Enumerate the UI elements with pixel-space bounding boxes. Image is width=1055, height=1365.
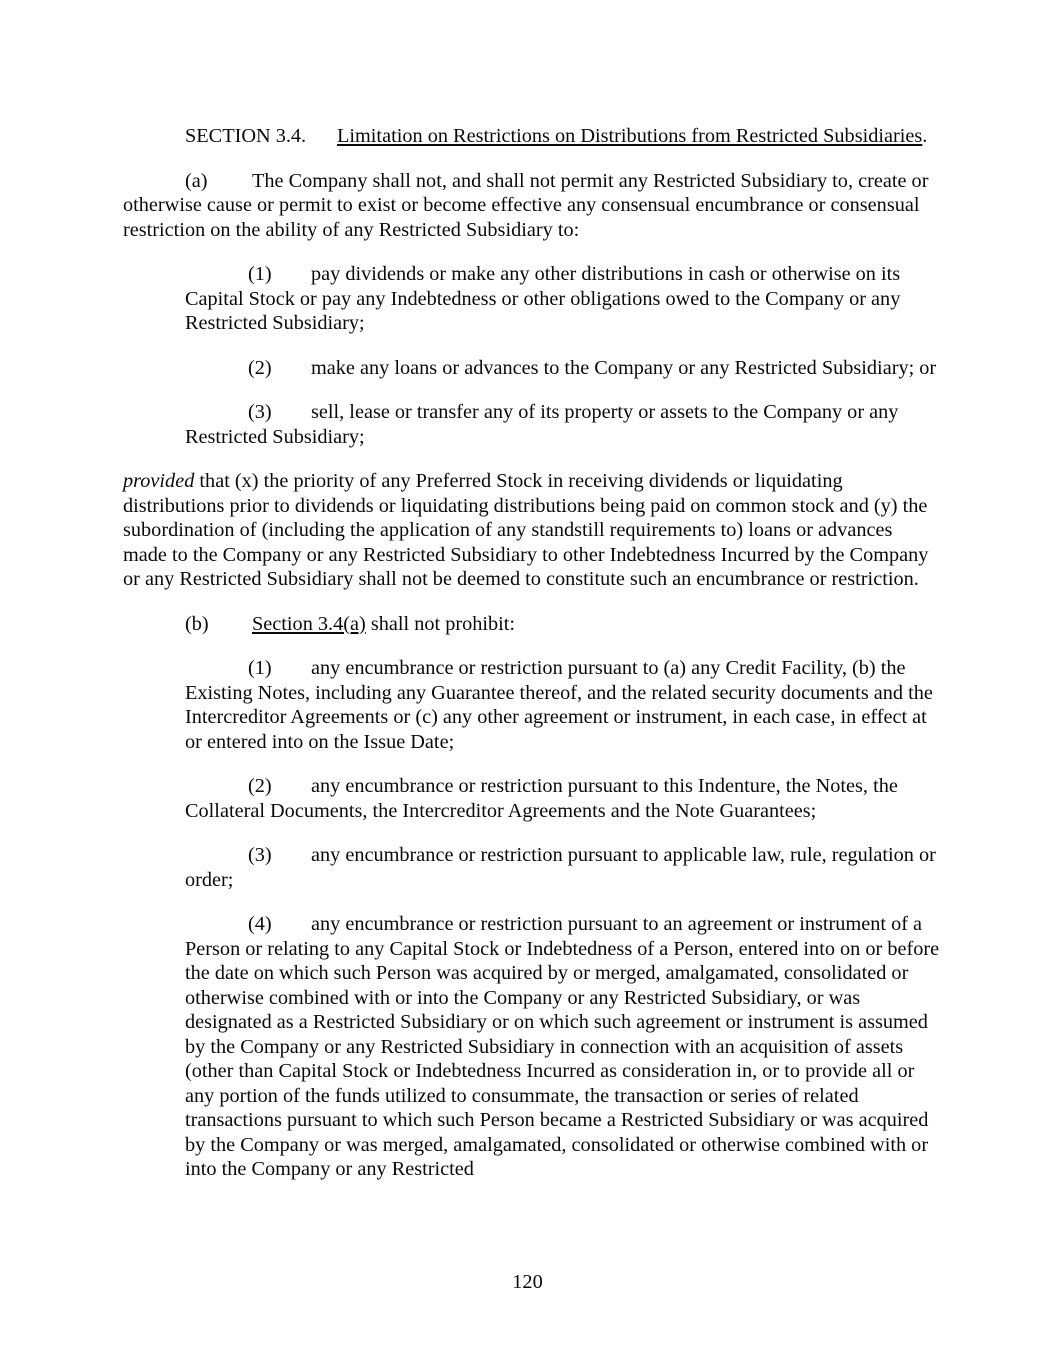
section-title: Limitation on Restrictions on Distributions from Restricted Subsidiaries (337, 125, 923, 147)
list-item-b3 (185, 843, 940, 892)
list-item-b1-text: any encumbrance or restriction pursuant to (a) any Credit Facility, (b) the Existing Notes, including any Guarantee thereof, and the related security documents and the Intercreditor Agreements or (c) any other agreement or instrument, in each case, in effect at or entered into on the Issue Date; (185, 657, 933, 753)
paragraph-a (123, 169, 940, 243)
list-item-a3-number: (3) (248, 401, 272, 423)
list-item-a2-text: make any loans or advances to the Company or any Restricted Subsidiary; or (311, 356, 937, 379)
list-item-b3-number: (3) (248, 844, 272, 866)
paragraph-a-label: (a) (185, 169, 208, 192)
list-item-b1-number: (1) (248, 657, 272, 679)
list-item-b2-number: (2) (248, 775, 272, 797)
paragraph-a-text: The Company shall not, and shall not permit any Restricted Subsidiary to, create or otherwise cause or permit to exist or become effective any consensual encumbrance or consensual restriction on the ability of any Restricted Subsidiary to: (123, 169, 929, 241)
section-heading (123, 124, 940, 149)
page-content (123, 124, 940, 1202)
proviso-lead: provided (123, 470, 195, 492)
list-item-a1-number: (1) (248, 263, 272, 285)
paragraph-b-label: (b) (185, 612, 209, 635)
list-item-a1-text: pay dividends or make any other distributions in cash or otherwise on its Capital Stock or pay any Indebtedness or other obligations owed to the Company or any Restricted Subsidiary; (185, 263, 901, 334)
list-item-b3-text: any encumbrance or restriction pursuant to applicable law, rule, regulation or order; (185, 844, 936, 891)
proviso-text: that (x) the priority of any Preferred Stock in receiving dividends or liquidating distributions prior to dividends or liquidating distributions being paid on common stock and (y) the subordination of (including the application of any standstill requirements to) loans or advances made to the Company or any Restricted Subsidiary to other Indebtedness Incurred by the Company or any Restricted Subsidiary shall not be deemed to constitute such an encumbrance or restriction. (123, 470, 929, 590)
list-item-a3-text: sell, lease or transfer any of its property or assets to the Company or any Restricted Subsidiary; (185, 401, 899, 448)
list-item-b2 (185, 774, 940, 823)
page-number: 120 (512, 1271, 543, 1293)
section-title-period: . (922, 125, 928, 147)
cross-reference: Section 3.4(a) (252, 612, 366, 635)
list-item-a3 (185, 400, 940, 449)
list-item-b4 (185, 912, 940, 1182)
list-item-b2-text: any encumbrance or restriction pursuant to this Indenture, the Notes, the Collateral Documents, the Intercreditor Agreements and the Note Guarantees; (185, 775, 898, 822)
list-item-a1 (185, 262, 940, 336)
proviso-paragraph (123, 469, 940, 592)
list-item-a2 (185, 356, 940, 381)
paragraph-b (123, 612, 940, 637)
list-item-a2-number: (2) (248, 356, 272, 379)
list-item-b1 (185, 656, 940, 754)
section-number: SECTION 3.4. (185, 125, 307, 147)
paragraph-b-text: shall not prohibit: (365, 612, 516, 635)
list-item-b4-text: any encumbrance or restriction pursuant to an agreement or instrument of a Person or relating to any Capital Stock or Indebtedness of a Person, entered into on or before the date on which such Person was acquired by or merged, amalgamated, consolidated or otherwise combined with or into the Company or any Restricted Subsidiary, or was designated as a Restricted Subsidiary or on which such agreement or instrument is assumed by the Company or any Restricted Subsidiary in connection with an acquisition of assets (other than Capital Stock or Indebtedness Incurred as consideration in, or to provide all or any portion of the funds utilized to consummate, the transaction or series of related transactions pursuant to which such Person became a Restricted Subsidiary or was acquired by the Company or was merged, amalgamated, consolidated or otherwise combined with or into the Company or any Restricted (185, 913, 940, 1180)
list-item-b4-number: (4) (248, 913, 272, 935)
